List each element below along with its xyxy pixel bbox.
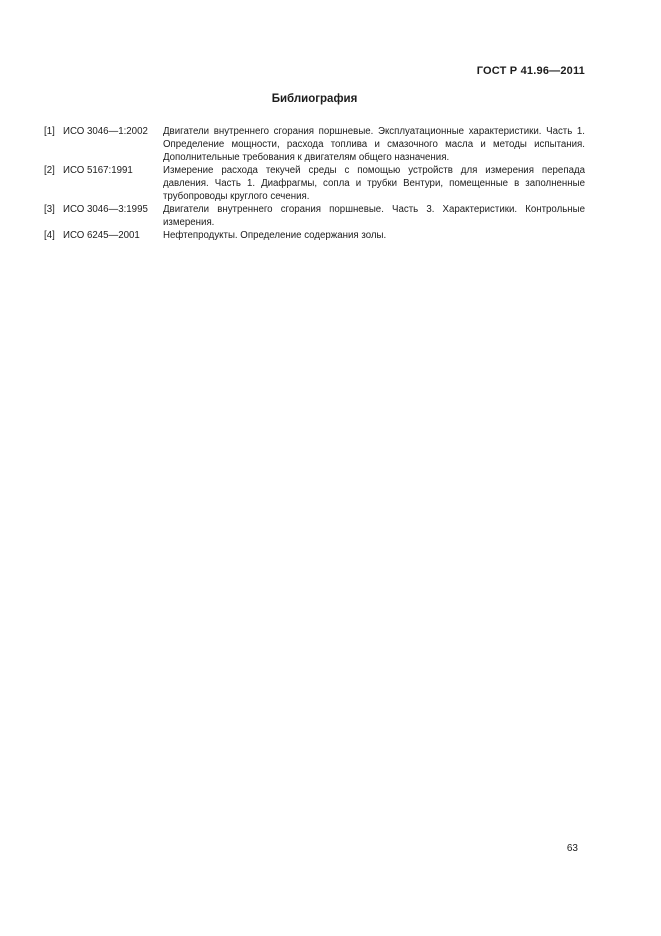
entry-reference: ИСО 6245—2001	[63, 230, 140, 241]
bibliography-list	[44, 125, 585, 242]
bibliography-entry	[44, 229, 585, 242]
bibliography-entry	[44, 203, 585, 229]
entry-description: Двигатели внутреннего сгорания поршневые. Эксплуатационные характеристики. Часть 1. Определение мощности, расхода топлива и смазочного масла и методы испытания. Дополнительные требования к двигателям общего назначения.	[163, 126, 585, 163]
entry-number: [4]	[44, 230, 55, 241]
page-number: 63	[566, 843, 578, 854]
entry-reference: ИСО 3046—1:2002	[63, 126, 148, 137]
bibliography-entry	[44, 125, 585, 164]
entry-reference: ИСО 3046—3:1995	[63, 204, 148, 215]
entry-description: Двигатели внутреннего сгорания поршневые. Часть 3. Характеристики. Контрольные измерения.	[163, 204, 585, 228]
entry-number: [2]	[44, 165, 55, 176]
entry-description: Нефтепродукты. Определение содержания золы.	[163, 230, 387, 241]
entry-number: [1]	[44, 126, 55, 137]
entry-description: Измерение расхода текучей среды с помощью устройств для измерения перепада давления. Часть 1. Диафрагмы, сопла и трубки Вентури, помещенные в заполненные трубопроводы круглого сечения.	[163, 165, 585, 202]
entry-reference: ИСО 5167:1991	[63, 165, 133, 176]
document-header-code: ГОСТ Р 41.96—2011	[476, 65, 585, 77]
bibliography-entry	[44, 164, 585, 203]
page-title: Библиография	[271, 93, 358, 105]
entry-number: [3]	[44, 204, 55, 215]
